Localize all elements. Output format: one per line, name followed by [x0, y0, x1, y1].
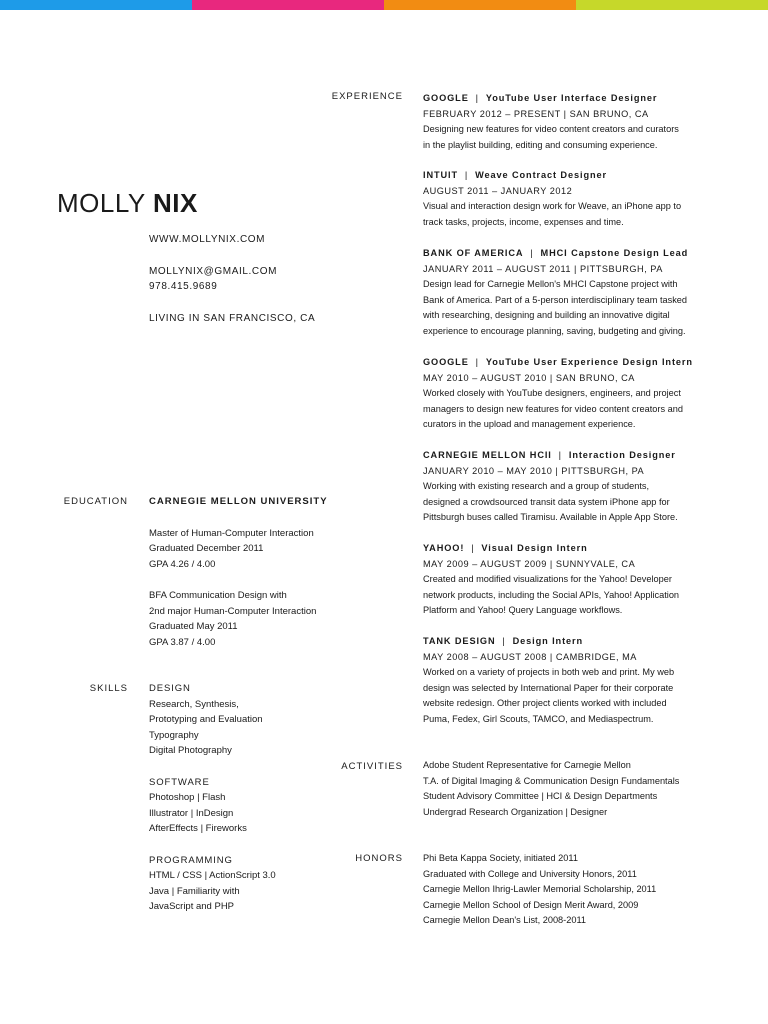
entry-line: curators in the upload and management experience.	[423, 419, 636, 429]
entry-heading: GOOGLE | YouTube User Interface Designer	[423, 93, 658, 103]
degree-line: BFA Communication Design with	[149, 590, 287, 601]
website-link[interactable]: WWW.MOLLYNIX.COM	[149, 234, 266, 245]
entry-heading: TANK DESIGN | Design Intern	[423, 636, 584, 646]
entry-meta: MAY 2009 – AUGUST 2009 | SUNNYVALE, CA	[423, 558, 636, 569]
activity-item: Student Advisory Committee | HCI & Design Departments	[423, 791, 658, 801]
entry-line: Worked on a variety of projects in both web and print. My web	[423, 667, 675, 677]
company-name: CARNEGIE MELLON HCII	[423, 450, 552, 460]
entry-meta: JANUARY 2011 – AUGUST 2011 | PITTSBURGH, PA	[423, 263, 663, 274]
education-block	[149, 494, 328, 650]
entry-line: Platform and Yahoo! Query Language workflows.	[423, 605, 623, 615]
experience-entry	[423, 246, 723, 339]
honor-item: Phi Beta Kappa Society, initiated 2011	[423, 853, 578, 863]
role-title: YouTube User Interface Designer	[485, 93, 658, 103]
color-bar-orange	[384, 0, 576, 10]
experience-entry	[423, 634, 723, 727]
entry-line: network products, including the Social APIs, Yahoo! Application	[423, 589, 680, 600]
honor-item: Carnegie Mellon Dean's List, 2008-2011	[423, 915, 586, 925]
skill-item: JavaScript and PHP	[149, 901, 235, 912]
location: LIVING IN SAN FRANCISCO, CA	[149, 312, 316, 324]
degree-line: Graduated December 2011	[149, 543, 264, 554]
entry-heading: BANK OF AMERICA | MHCI Capstone Design Lead	[423, 248, 689, 258]
activity-item: Adobe Student Representative for Carnegie Mellon	[423, 760, 631, 770]
role-title: Interaction Designer	[568, 450, 676, 460]
skill-item: HTML / CSS | ActionScript 3.0	[149, 870, 276, 881]
entry-line: Design lead for Carnegie Mellon's MHCI Capstone project with	[423, 279, 678, 289]
email-link[interactable]: MOLLYNIX@GMAIL.COM	[149, 265, 278, 277]
entry-line: website redesign. Other project clients worked with included	[423, 698, 667, 708]
entry-line: Puma, Fedex, Girl Scouts, TAMCO, and Mediaspectrum.	[423, 713, 654, 724]
school-name: CARNEGIE MELLON UNIVERSITY	[149, 496, 328, 507]
entry-line: Visual and interaction design work for Weave, an iPhone app to	[423, 201, 682, 211]
degree-line: 2nd major Human-Computer Interaction	[149, 605, 317, 617]
company-name: TANK DESIGN	[423, 636, 496, 646]
entry-line: design was selected by International Paper for their corporate	[423, 682, 674, 693]
experience-entry	[423, 541, 723, 619]
activities-list	[423, 758, 679, 820]
experience-entry	[423, 448, 723, 526]
role-title: YouTube User Experience Design Intern	[485, 357, 693, 367]
entry-line: managers to design new features for video content creators and	[423, 403, 683, 414]
entry-line: designed a crowdsourced transit data system iPhone app for	[423, 496, 670, 507]
degree-line: Master of Human-Computer Interaction	[149, 527, 314, 539]
activity-item: T.A. of Digital Imaging & Communication Design Fundamentals	[423, 775, 680, 786]
company-name: YAHOO!	[423, 543, 465, 553]
degree-line: GPA 3.87 / 4.00	[149, 636, 216, 648]
color-bar	[0, 0, 768, 10]
entry-line: Working with existing research and a group of students,	[423, 481, 650, 491]
entry-heading: GOOGLE | YouTube User Experience Design Intern	[423, 357, 693, 367]
entry-meta: FEBRUARY 2012 – PRESENT | SAN BRUNO, CA	[423, 108, 649, 119]
entry-line: Worked closely with YouTube designers, engineers, and project	[423, 388, 681, 398]
role-title: Weave Contract Designer	[475, 170, 607, 180]
entry-line: Bank of America. Part of a 5-person interdisciplinary team tasked	[423, 294, 688, 305]
skill-item: Prototyping and Evaluation	[149, 714, 263, 725]
color-bar-green	[576, 0, 768, 10]
company-name: GOOGLE	[423, 93, 469, 103]
contact-block	[149, 232, 315, 326]
entry-line: Created and modified visualizations for the Yahoo! Developer	[423, 574, 672, 584]
skill-item: Java | Familiarity with	[149, 885, 240, 897]
entry-line: Pittsburgh buses called Tiramisu. Available in Apple App Store.	[423, 512, 678, 522]
entry-line: experience to encourage planning, saving, budgeting and giving.	[423, 325, 686, 336]
skill-item: Digital Photography	[149, 745, 232, 756]
company-name: INTUIT	[423, 170, 458, 180]
entry-meta: MAY 2010 – AUGUST 2010 | SAN BRUNO, CA	[423, 372, 635, 383]
color-bar-pink	[192, 0, 384, 10]
skill-item: Illustrator | InDesign	[149, 807, 234, 819]
skill-item: AfterEffects | Fireworks	[149, 823, 247, 834]
label-skills: SKILLS	[89, 683, 128, 694]
activity-item: Undergrad Research Organization | Designer	[423, 806, 608, 817]
skill-item: Research, Synthesis,	[149, 698, 239, 710]
role-title: Visual Design Intern	[481, 543, 588, 553]
role-title: Design Intern	[512, 636, 584, 646]
label-experience: EXPERIENCE	[331, 91, 403, 102]
entry-meta: JANUARY 2010 – MAY 2010 | PITTSBURGH, PA	[423, 465, 645, 476]
entry-meta: AUGUST 2011 – JANUARY 2012	[423, 185, 573, 196]
last-name: NIX	[152, 188, 198, 218]
entry-line: track tasks, projects, income, expenses and time.	[423, 216, 624, 227]
entry-line: with researching, designing and building an innovative digital	[423, 310, 670, 320]
resume-name	[57, 188, 198, 219]
entry-heading: INTUIT | Weave Contract Designer	[423, 170, 607, 180]
label-honors: HONORS	[355, 853, 403, 864]
entry-line: in the playlist building, editing and consuming experience.	[423, 139, 658, 150]
entry-meta: MAY 2008 – AUGUST 2008 | CAMBRIDGE, MA	[423, 651, 637, 662]
entry-heading: YAHOO! | Visual Design Intern	[423, 543, 588, 553]
honor-item: Carnegie Mellon Ihrig-Lawler Memorial Scholarship, 2011	[423, 884, 657, 894]
skill-item: Photoshop | Flash	[149, 792, 226, 803]
experience-entry	[423, 91, 723, 153]
degree-line: Graduated May 2011	[149, 621, 238, 632]
label-activities: ACTIVITIES	[341, 761, 403, 772]
entry-line: Designing new features for video content creators and curators	[423, 124, 679, 134]
label-education: EDUCATION	[63, 496, 128, 507]
degree-line: GPA 4.26 / 4.00	[149, 558, 216, 570]
first-name: MOLLY	[57, 188, 146, 218]
company-name: BANK OF AMERICA	[423, 248, 524, 258]
company-name: GOOGLE	[423, 357, 469, 367]
role-title: MHCI Capstone Design Lead	[540, 248, 689, 258]
honors-list	[423, 851, 656, 929]
skills-design-heading: DESIGN	[149, 683, 191, 694]
honor-item: Graduated with College and University Honors, 2011	[423, 868, 637, 879]
entry-heading: CARNEGIE MELLON HCII | Interaction Designer	[423, 450, 676, 460]
experience-entry	[423, 168, 723, 230]
phone-number: 978.415.9689	[149, 281, 218, 292]
experience-entry	[423, 355, 723, 433]
skills-software-heading: SOFTWARE	[149, 776, 210, 788]
skill-item: Typography	[149, 729, 199, 741]
color-bar-blue	[0, 0, 192, 10]
skills-programming-heading: PROGRAMMING	[149, 854, 233, 866]
skills-block	[149, 681, 276, 915]
honor-item: Carnegie Mellon School of Design Merit Award, 2009	[423, 899, 639, 910]
